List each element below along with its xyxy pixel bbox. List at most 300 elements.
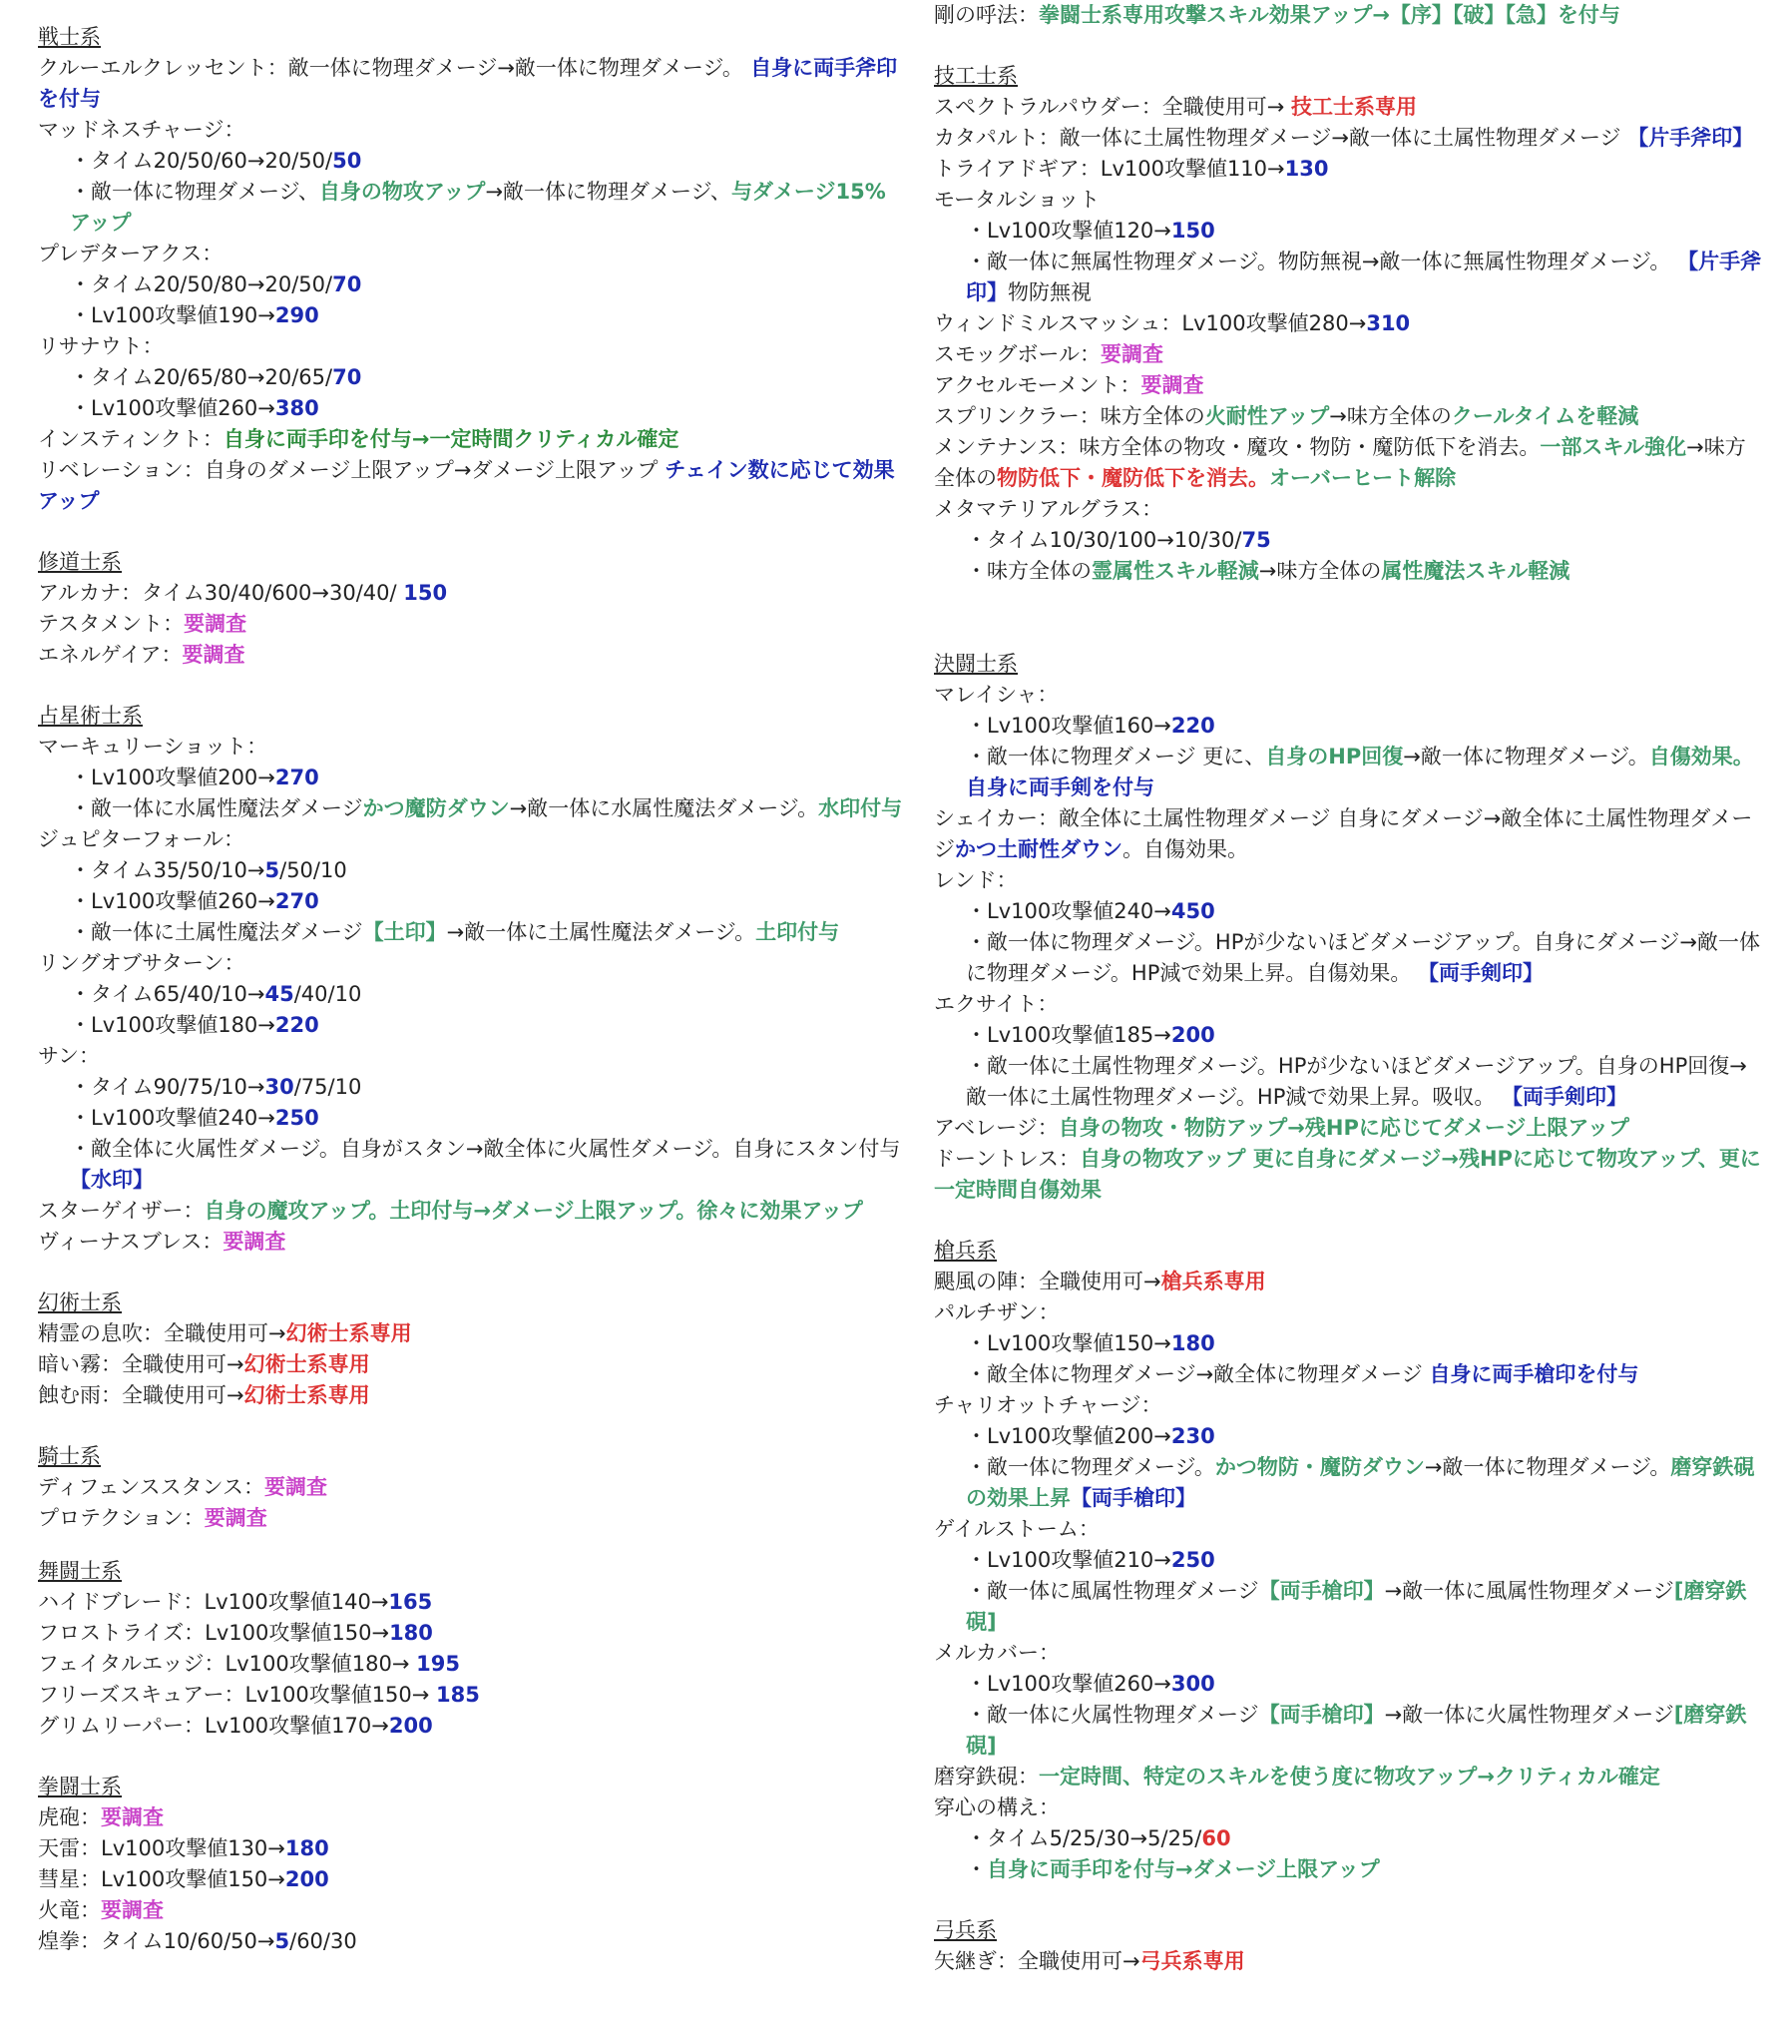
text-segment: プロテクション： — [38, 1506, 205, 1530]
text-segment: ・敵一体に水属性魔法ダメージ — [70, 796, 363, 820]
text-segment: 技工士系 — [934, 64, 1018, 88]
skill-line — [38, 578, 906, 609]
text-segment: 自身に両手槍印を付与 — [1429, 1362, 1639, 1386]
text-segment: サン： — [38, 1044, 100, 1068]
text-segment: [磨穿鉄硯] — [966, 1703, 1747, 1758]
skill-line — [38, 239, 906, 269]
text-segment: 自身に両手印を付与→一定時間クリティカル確定 — [223, 427, 679, 451]
text-segment: レンド： — [934, 868, 1018, 892]
skill-line — [38, 146, 906, 177]
text-segment: マッドネスチャージ： — [38, 118, 245, 142]
text-segment: ・Lv100攻撃値120→ — [966, 219, 1171, 243]
skill-line — [38, 1472, 906, 1503]
skill-line — [934, 1762, 1762, 1792]
text-segment: ・敵全体に火属性ダメージ。自身がスタン→敵全体に火属性ダメージ。自身にスタン付与 — [70, 1137, 901, 1161]
skill-line — [934, 216, 1762, 247]
text-segment: かつ土耐性ダウン — [955, 837, 1122, 861]
text-segment: 精霊の息吹：全職使用可→ — [38, 1321, 286, 1345]
text-segment: 煌拳：タイム10/60/50→ — [38, 1929, 275, 1953]
text-segment: 与ダメージ15%アップ — [70, 180, 886, 235]
skill-line — [934, 1854, 1762, 1885]
text-segment: ゲイルストーム： — [934, 1517, 1100, 1541]
skill-line — [38, 1196, 906, 1227]
skill-line — [934, 1514, 1762, 1545]
skill-line — [38, 1227, 906, 1258]
text-segment: ・Lv100攻撃値150→ — [966, 1331, 1171, 1355]
text-segment: オーバーヒート解除 — [1269, 466, 1457, 490]
skill-line — [934, 1638, 1762, 1669]
skill-line — [934, 247, 1762, 308]
text-segment: →敵一体に物理ダメージ。 — [1403, 745, 1649, 768]
skill-line — [38, 1380, 906, 1411]
text-segment: 拳闘士系 — [38, 1775, 122, 1798]
text-segment: 180 — [389, 1621, 433, 1645]
skill-line — [934, 1545, 1762, 1576]
text-segment: 磨穿鉄硯の効果上昇 — [966, 1455, 1755, 1510]
text-segment: 380 — [274, 396, 319, 420]
text-segment: マーキュリーショット： — [38, 735, 268, 759]
text-segment: ・敵一体に物理ダメージ。 — [966, 1455, 1215, 1479]
text-segment: 一部スキル強化 — [1540, 435, 1687, 459]
text-segment: 自身に両手斧印を付与 — [38, 56, 898, 111]
section-heading — [38, 1772, 906, 1802]
skill-line — [38, 331, 906, 362]
text-segment: 幻術士系専用 — [285, 1321, 412, 1345]
skill-line — [38, 1649, 906, 1680]
text-segment: ・タイム20/50/60→20/50/ — [70, 149, 333, 173]
text-segment: 幻術士系専用 — [243, 1383, 370, 1407]
skill-line — [934, 1576, 1762, 1638]
text-segment: スプリンクラー：味方全体の — [934, 404, 1205, 428]
text-segment: ・Lv100攻撃値190→ — [70, 303, 275, 327]
text-segment: ・タイム65/40/10→ — [70, 982, 265, 1006]
text-segment: カタパルト：敵一体に土属性物理ダメージ→敵一体に土属性物理ダメージ — [934, 126, 1628, 150]
text-segment: ドーントレス： — [934, 1147, 1080, 1171]
text-segment: 自身のHP回復 — [1265, 745, 1404, 768]
text-segment: 自身の物攻アップ 更に自身にダメージ→残HPに応じて物攻アップ、更に一定時間自傷効果 — [934, 1147, 1761, 1202]
text-segment: リベレーション：自身のダメージ上限アップ→ダメージ上限アップ — [38, 458, 666, 482]
text-segment: フリーズスキュアー：Lv100攻撃値150→ — [38, 1683, 437, 1707]
text-segment: ・敵一体に物理ダメージ 更に、 — [966, 745, 1266, 768]
text-segment: 70 — [332, 365, 362, 389]
skill-line — [38, 886, 906, 917]
text-segment: 自傷効果。 — [1648, 745, 1754, 768]
text-segment: 。自傷効果。 — [1122, 837, 1248, 861]
skill-line — [934, 865, 1762, 896]
text-segment: 30 — [264, 1075, 294, 1099]
text-segment: 50 — [332, 149, 362, 173]
text-segment: 220 — [1170, 714, 1215, 738]
skill-line — [38, 53, 906, 115]
text-segment: →味方全体の — [1258, 559, 1382, 583]
section-heading — [38, 1287, 906, 1318]
text-segment: 180 — [1170, 1331, 1215, 1355]
skill-line — [38, 1833, 906, 1864]
skill-line — [38, 1711, 906, 1742]
text-segment: 虎砲： — [38, 1805, 101, 1829]
skill-line — [38, 115, 906, 146]
text-segment: 騎士系 — [38, 1444, 101, 1468]
text-segment: ウィンドミルスマッシュ：Lv100攻撃値280→ — [934, 311, 1367, 335]
text-segment: 5 — [264, 858, 280, 882]
text-segment: ・Lv100攻撃値200→ — [966, 1424, 1171, 1448]
text-segment: 火耐性アップ — [1204, 404, 1330, 428]
skill-line — [38, 793, 906, 824]
skill-line — [934, 1359, 1762, 1390]
text-segment: ・Lv100攻撃値240→ — [966, 899, 1171, 923]
skill-line — [934, 680, 1762, 711]
text-segment: 【片手斧印】 — [1627, 126, 1754, 150]
text-segment: /40/10 — [293, 982, 362, 1006]
text-segment: アベレージ： — [934, 1116, 1059, 1140]
text-segment: 5 — [274, 1929, 290, 1953]
text-segment: 75 — [1241, 528, 1271, 552]
skill-line — [38, 855, 906, 886]
skill-line — [38, 1010, 906, 1041]
text-segment: 150 — [403, 581, 448, 605]
text-segment: ・敵一体に物理ダメージ、 — [70, 180, 319, 204]
text-segment: 幻術士系専用 — [243, 1352, 370, 1376]
text-segment: ・Lv100攻撃値160→ — [966, 714, 1171, 738]
skill-line — [934, 1144, 1762, 1206]
text-segment: 310 — [1366, 311, 1411, 335]
skill-line — [38, 362, 906, 393]
skill-line — [38, 917, 906, 948]
text-segment: ・Lv100攻撃値260→ — [70, 396, 275, 420]
skill-line — [38, 948, 906, 979]
skill-line — [38, 1503, 906, 1534]
text-segment: ・ — [966, 1857, 987, 1881]
text-segment: アクセルモーメント： — [934, 373, 1141, 397]
text-segment: 185 — [436, 1683, 480, 1707]
text-segment: ・Lv100攻撃値180→ — [70, 1013, 275, 1037]
text-segment: 要調査 — [223, 1230, 286, 1254]
text-segment: テスタメント： — [38, 612, 185, 636]
text-segment: ・タイム5/25/30→5/25/ — [966, 1826, 1202, 1850]
text-segment: ・タイム20/50/80→20/50/ — [70, 272, 333, 296]
text-segment: メタマテリアルグラス： — [934, 497, 1163, 521]
text-segment: 矢継ぎ：全職使用可→ — [934, 1949, 1140, 1973]
text-segment: 【両手槍印】 — [1258, 1579, 1385, 1603]
text-segment: 決闘士系 — [934, 652, 1018, 676]
text-segment: トライアドギア：Lv100攻撃値110→ — [934, 157, 1285, 181]
skill-line — [38, 424, 906, 455]
text-segment: アルカナ：タイム30/40/600→30/40/ — [38, 581, 404, 605]
text-segment: 暗い霧：全職使用可→ — [38, 1352, 244, 1376]
text-segment: →敵一体に物理ダメージ、 — [485, 180, 731, 204]
section-heading — [934, 61, 1762, 92]
text-segment: ・Lv100攻撃値260→ — [966, 1672, 1171, 1696]
text-segment: 弓兵系 — [934, 1918, 997, 1942]
text-segment: ・タイム10/30/100→10/30/ — [966, 528, 1242, 552]
skill-line — [934, 494, 1762, 525]
text-segment: 300 — [1170, 1672, 1215, 1696]
skill-line — [38, 1802, 906, 1833]
text-segment: エクサイト： — [934, 992, 1059, 1016]
text-segment: かつ物防・魔防ダウン — [1214, 1455, 1425, 1479]
skill-line — [38, 1618, 906, 1649]
skill-line — [934, 1946, 1762, 1977]
skill-line — [934, 1051, 1762, 1113]
text-segment: シェイカー：敵全体に土属性物理ダメージ 自身にダメージ→敵全体に土属性物理ダメージ — [934, 806, 1753, 861]
text-segment: 磨穿鉄硯： — [934, 1765, 1039, 1788]
text-segment: 颶風の陣：全職使用可→ — [934, 1270, 1161, 1293]
text-segment: クールタイムを軽減 — [1451, 404, 1639, 428]
text-segment: 70 — [332, 272, 362, 296]
skill-line — [934, 803, 1762, 865]
text-segment: ・Lv100攻撃値200→ — [70, 766, 275, 789]
section-heading — [934, 1915, 1762, 1946]
text-segment: フェイタルエッジ：Lv100攻撃値180→ — [38, 1652, 417, 1676]
section-heading — [934, 1236, 1762, 1267]
skill-line — [38, 1072, 906, 1103]
skill-line — [38, 1864, 906, 1895]
text-segment: ・Lv100攻撃値185→ — [966, 1023, 1171, 1047]
text-segment: 天雷：Lv100攻撃値130→ — [38, 1836, 285, 1860]
text-segment: 220 — [274, 1013, 319, 1037]
text-segment: 230 — [1170, 1424, 1215, 1448]
skill-line — [38, 732, 906, 763]
text-segment: 要調査 — [264, 1475, 328, 1499]
text-segment: ・敵一体に土属性物理ダメージ。HPが少ないほどダメージアップ。自身のHP回復→敵一体に土属性物理ダメージ。HP減で効果上昇。吸収。 — [966, 1054, 1747, 1109]
text-segment: モータルショット — [934, 188, 1101, 212]
text-segment: かつ魔防ダウン — [362, 796, 510, 820]
text-segment: →敵一体に火属性物理ダメージ — [1384, 1703, 1674, 1727]
text-segment: ・敵全体に物理ダメージ→敵全体に物理ダメージ — [966, 1362, 1430, 1386]
text-segment: 自身の魔攻アップ。土印付与→ダメージ上限アップ。徐々に効果アップ — [204, 1199, 863, 1223]
skill-line — [38, 177, 906, 239]
text-segment: 450 — [1170, 899, 1215, 923]
text-segment: 200 — [388, 1714, 433, 1738]
skill-line — [38, 979, 906, 1010]
text-segment: ・敵一体に物理ダメージ。HPが少ないほどダメージアップ。自身にダメージ→敵一体に物理ダメージ。HP減で効果上昇。自傷効果。 — [966, 930, 1760, 985]
text-segment: 自身に両手印を付与→ダメージ上限アップ — [987, 1857, 1380, 1881]
text-segment: 要調査 — [101, 1805, 164, 1829]
text-segment: スペクトラルパウダー：全職使用可→ — [934, 95, 1291, 119]
skill-line — [38, 1103, 906, 1134]
text-segment: インスティンクト： — [38, 427, 224, 451]
skill-line — [934, 927, 1762, 989]
section-heading — [38, 547, 906, 578]
text-segment: →敵一体に物理ダメージ。 — [1424, 1455, 1671, 1479]
skill-line — [38, 1926, 906, 1957]
skill-line — [38, 455, 906, 517]
text-segment: 火竜： — [38, 1898, 101, 1922]
skill-line — [38, 1349, 906, 1380]
text-segment: ・敵一体に土属性魔法ダメージ — [70, 920, 363, 944]
skill-line — [934, 92, 1762, 123]
text-segment: 修道士系 — [38, 550, 122, 574]
skill-line — [934, 123, 1762, 154]
skill-line — [38, 1680, 906, 1711]
text-segment: マレイシャ： — [934, 683, 1059, 707]
text-segment: チェイン数に応じて効果アップ — [38, 458, 895, 513]
skill-line — [934, 1328, 1762, 1359]
section-heading — [38, 1556, 906, 1587]
text-segment: →敵一体に水属性魔法ダメージ。 — [509, 796, 819, 820]
skill-line — [934, 1700, 1762, 1762]
skill-line — [38, 1318, 906, 1349]
text-segment: 物防無視 — [1008, 280, 1092, 304]
skill-line — [934, 0, 1762, 31]
text-segment: ジュピターフォール： — [38, 827, 245, 851]
skill-line — [38, 393, 906, 424]
text-segment: 幻術士系 — [38, 1290, 122, 1314]
text-segment: →味方全体の — [1329, 404, 1452, 428]
skill-line — [934, 1113, 1762, 1144]
skill-line — [934, 1792, 1762, 1823]
text-segment: 弓兵系専用 — [1139, 1949, 1245, 1973]
text-segment: 拳闘士系専用攻撃スキル効果アップ→【序】【破】【急】を付与 — [1039, 3, 1620, 27]
text-segment: リングオブサターン： — [38, 951, 245, 975]
text-segment: 一定時間、特定のスキルを使う度に物攻アップ→クリティカル確定 — [1039, 1765, 1660, 1788]
text-segment: クルーエルクレッセント：敵一体に物理ダメージ→敵一体に物理ダメージ。 — [38, 56, 743, 80]
text-segment: 要調査 — [1100, 342, 1163, 366]
text-segment: ・Lv100攻撃値260→ — [70, 889, 275, 913]
skill-line — [38, 1134, 906, 1196]
text-segment: 霊属性スキル軽減 — [1092, 559, 1259, 583]
text-segment: スターゲイザー： — [38, 1199, 205, 1223]
text-segment: 要調査 — [182, 643, 245, 667]
skill-line — [934, 989, 1762, 1020]
skill-line — [38, 300, 906, 331]
text-segment: 物防低下・魔防低下を消去。 — [997, 466, 1269, 490]
skill-line — [38, 640, 906, 671]
text-segment: スモッグボール： — [934, 342, 1101, 366]
skill-line — [934, 185, 1762, 216]
text-segment: グリムリーパー：Lv100攻撃値170→ — [38, 1714, 389, 1738]
text-segment: /50/10 — [279, 858, 347, 882]
text-segment: ・敵一体に火属性物理ダメージ — [966, 1703, 1259, 1727]
text-segment: 穿心の構え： — [934, 1795, 1060, 1819]
skill-line — [38, 1041, 906, 1072]
text-segment: ハイドブレード：Lv100攻撃値140→ — [38, 1590, 389, 1614]
skill-line — [934, 525, 1762, 556]
text-segment: パルチザン： — [934, 1300, 1060, 1324]
text-segment: 彗星：Lv100攻撃値150→ — [38, 1867, 285, 1891]
skill-line — [934, 370, 1762, 401]
text-segment: →敵一体に風属性物理ダメージ — [1384, 1579, 1674, 1603]
skill-line — [38, 609, 906, 640]
text-segment: ・敵一体に風属性物理ダメージ — [966, 1579, 1259, 1603]
text-segment: 自身に両手剣を付与 — [966, 775, 1154, 799]
text-segment: 属性魔法スキル軽減 — [1381, 559, 1570, 583]
text-segment: 【両手剣印】 — [1418, 961, 1545, 985]
text-segment: 【両手槍印】 — [1071, 1486, 1196, 1510]
text-segment: 自身の物攻アップ — [318, 180, 486, 204]
skill-line — [934, 432, 1762, 494]
text-segment: 剛の呼法： — [934, 3, 1039, 27]
text-segment: 蝕む雨：全職使用可→ — [38, 1383, 244, 1407]
text-segment: →敵一体に土属性魔法ダメージ。 — [446, 920, 756, 944]
text-segment: /75/10 — [293, 1075, 362, 1099]
text-segment: 戦士系 — [38, 25, 101, 49]
text-segment: 270 — [274, 889, 319, 913]
text-segment: 【両手剣印】 — [1502, 1085, 1628, 1109]
skill-line — [934, 1267, 1762, 1297]
text-segment: ・味方全体の — [966, 559, 1092, 583]
text-segment: 270 — [274, 766, 319, 789]
text-segment: 要調査 — [184, 612, 247, 636]
skill-line — [934, 1020, 1762, 1051]
skill-line — [934, 1421, 1762, 1452]
text-segment: 【水印】 — [70, 1168, 154, 1192]
text-segment: メルカバー： — [934, 1641, 1060, 1665]
skill-line — [934, 896, 1762, 927]
text-segment: 250 — [274, 1106, 319, 1130]
text-segment: 195 — [416, 1652, 460, 1676]
text-segment: ・タイム35/50/10→ — [70, 858, 265, 882]
text-segment: リサナウト： — [38, 334, 164, 358]
text-segment: 130 — [1284, 157, 1329, 181]
skill-line — [934, 742, 1762, 803]
text-segment: ・Lv100攻撃値240→ — [70, 1106, 275, 1130]
text-segment: 技工士系専用 — [1290, 95, 1417, 119]
text-segment: ・タイム90/75/10→ — [70, 1075, 265, 1099]
text-segment: ヴィーナスブレス： — [38, 1230, 224, 1254]
text-segment: メンテナンス：味方全体の物攻・魔攻・物防・魔防低下を消去。 — [934, 435, 1541, 459]
text-segment: 土印付与 — [755, 920, 840, 944]
text-segment: 【両手槍印】 — [1258, 1703, 1385, 1727]
text-segment: 要調査 — [1140, 373, 1204, 397]
skill-line — [934, 1452, 1762, 1514]
text-segment: プレデターアクス： — [38, 242, 224, 265]
text-segment: ・Lv100攻撃値210→ — [966, 1548, 1171, 1572]
left-column — [38, 0, 906, 1957]
text-segment: 45 — [264, 982, 294, 1006]
skill-line — [934, 339, 1762, 370]
text-segment: フロストライズ：Lv100攻撃値150→ — [38, 1621, 390, 1645]
skill-line — [934, 154, 1762, 185]
text-segment: ディフェンススタンス： — [38, 1475, 265, 1499]
skill-line — [38, 763, 906, 793]
skill-line — [934, 1297, 1762, 1328]
skill-line — [934, 1823, 1762, 1854]
text-segment: 自身の物攻・物防アップ→残HPに応じてダメージ上限アップ — [1058, 1116, 1629, 1140]
text-segment: 150 — [1170, 219, 1215, 243]
text-segment: 槍兵系専用 — [1160, 1270, 1266, 1293]
skill-line — [38, 1895, 906, 1926]
text-segment: 250 — [1170, 1548, 1215, 1572]
text-segment: 200 — [1170, 1023, 1215, 1047]
text-segment: [磨穿鉄硯] — [966, 1579, 1747, 1634]
section-heading — [38, 1441, 906, 1472]
section-heading — [38, 701, 906, 732]
text-segment: 【片手斧印】 — [966, 250, 1762, 304]
text-segment: エネルゲイア： — [38, 643, 183, 667]
skill-line — [934, 711, 1762, 742]
section-heading — [934, 649, 1762, 680]
text-segment: 水印付与 — [818, 796, 903, 820]
text-segment: 【土印】 — [362, 920, 447, 944]
text-segment: 180 — [284, 1836, 329, 1860]
skill-line — [38, 269, 906, 300]
text-segment: 要調査 — [101, 1898, 164, 1922]
text-segment: 60 — [1201, 1826, 1231, 1850]
skill-line — [38, 1587, 906, 1618]
text-segment: 占星術士系 — [38, 704, 143, 728]
text-segment: 要調査 — [204, 1506, 267, 1530]
text-segment: /60/30 — [289, 1929, 357, 1953]
text-segment: ・敵一体に無属性物理ダメージ。物防無視→敵一体に無属性物理ダメージ。 — [966, 250, 1678, 273]
text-segment: →味方全体の — [934, 435, 1746, 490]
skill-line — [934, 1390, 1762, 1421]
text-segment: 舞闘士系 — [38, 1559, 122, 1583]
right-column — [934, 0, 1762, 1977]
text-segment: 200 — [284, 1867, 329, 1891]
skill-line — [934, 556, 1762, 587]
skill-line — [38, 824, 906, 855]
